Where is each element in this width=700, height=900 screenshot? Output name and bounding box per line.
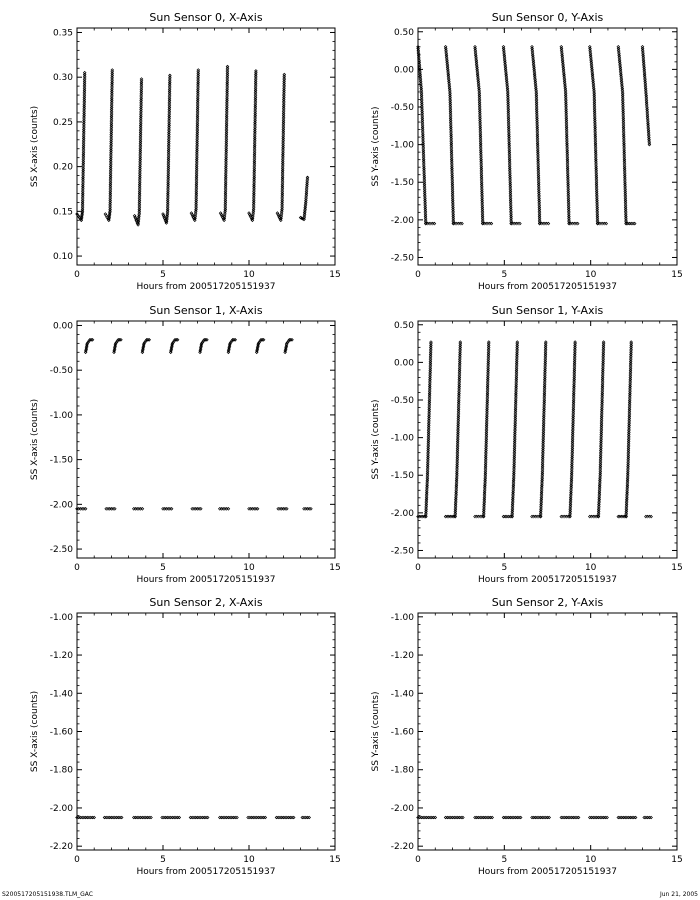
data-series-3 [162, 74, 172, 224]
y-tick-label: -0.50 [390, 396, 414, 406]
x-tick-label: 0 [415, 563, 421, 573]
x-tick-label: 10 [584, 563, 597, 573]
data-series-3 [502, 816, 522, 819]
data-series-9 [199, 339, 209, 354]
y-tick-label: 0.20 [52, 162, 73, 173]
data-series-4 [189, 816, 209, 819]
x-tick-label: 10 [243, 855, 255, 865]
data-series-3 [452, 222, 463, 225]
x-axis-label: Hours from 200517205151937 [136, 867, 276, 877]
y-tick-label: 0.30 [52, 73, 73, 84]
plot-frame [77, 321, 335, 558]
data-series-14 [277, 508, 288, 511]
y-tick-label: -1.60 [390, 727, 414, 738]
data-series-11 [569, 341, 577, 518]
x-tick-label: 5 [501, 563, 508, 573]
chart-panel-3 [371, 304, 683, 585]
data-series-7 [275, 816, 295, 819]
x-tick-label: 0 [74, 855, 80, 865]
y-tick-label: -2.20 [49, 842, 73, 853]
x-tick-label: 15 [671, 270, 683, 280]
x-tick-label: 0 [415, 270, 421, 280]
y-tick-label: 0.00 [393, 358, 414, 369]
x-axis-label: Hours from 200517205151937 [478, 867, 617, 877]
data-series-6 [248, 70, 258, 222]
data-series-7 [511, 341, 519, 518]
y-tick-label: 0.50 [393, 27, 414, 38]
data-series-5 [482, 341, 490, 518]
x-axis-label: Hours from 200517205151937 [478, 282, 617, 292]
chart-title: Sun Sensor 0, X-Axis [149, 11, 263, 24]
y-tick-label: -1.20 [390, 651, 414, 662]
y-axis-label: SS X-axis (counts) [30, 690, 40, 773]
data-series-13 [597, 341, 605, 518]
data-series-15 [625, 222, 636, 225]
data-series-1 [425, 341, 433, 518]
chart-panel-2 [30, 304, 341, 585]
x-tick-label: 5 [160, 855, 166, 865]
y-tick-label: 0.15 [52, 207, 73, 218]
x-tick-label: 0 [74, 563, 80, 573]
y-tick-label: -0.50 [390, 103, 414, 113]
data-series-13 [596, 222, 607, 225]
data-series-8 [299, 176, 309, 221]
y-tick-label: -1.00 [49, 612, 73, 623]
x-tick-label: 15 [671, 855, 683, 865]
data-series-9 [538, 222, 549, 225]
data-series-0 [76, 816, 96, 819]
data-series-10 [560, 46, 570, 225]
x-axis-label: Hours from 200517205151937 [136, 575, 276, 585]
data-series-3 [113, 339, 123, 354]
data-series-6 [502, 46, 512, 225]
y-tick-label: -2.00 [390, 508, 414, 519]
data-series-8 [531, 46, 541, 225]
data-series-10 [219, 508, 230, 511]
plot-frame [77, 28, 335, 265]
data-series-7 [510, 222, 521, 225]
data-series-5 [219, 65, 229, 221]
y-tick-label: -1.80 [49, 765, 73, 776]
footer-date: Jun 21, 2005 [659, 891, 698, 898]
x-tick-label: 5 [160, 270, 166, 280]
y-tick-label: 0.35 [52, 28, 73, 39]
y-tick-label: 0.00 [393, 65, 414, 76]
y-tick-label: -1.40 [49, 689, 73, 700]
data-series-0 [76, 508, 87, 511]
data-series-6 [589, 816, 609, 819]
y-tick-label: -2.00 [390, 803, 414, 814]
x-tick-label: 5 [160, 563, 166, 573]
data-series-16 [303, 508, 313, 511]
y-tick-label: -1.60 [49, 727, 73, 738]
y-tick-label: -2.50 [390, 546, 414, 557]
data-series-1 [104, 69, 114, 222]
chart-title: Sun Sensor 2, Y-Axis [491, 596, 604, 609]
x-axis-label: Hours from 200517205151937 [136, 282, 276, 292]
x-axis-label: Hours from 200517205151937 [478, 575, 617, 585]
data-series-8 [191, 508, 202, 511]
y-tick-label: -1.00 [390, 433, 414, 444]
y-tick-label: 0.50 [393, 320, 414, 331]
data-series-4 [531, 816, 551, 819]
data-series-16 [645, 515, 653, 518]
chart-panel-5 [371, 596, 683, 877]
data-series-4 [474, 46, 484, 225]
x-tick-label: 10 [243, 563, 255, 573]
chart-title: Sun Sensor 0, Y-Axis [491, 11, 604, 24]
x-tick-label: 15 [329, 563, 341, 573]
data-series-12 [248, 508, 259, 511]
data-series-11 [227, 339, 236, 354]
y-tick-label: -1.50 [49, 455, 73, 466]
y-tick-label: -2.20 [390, 842, 414, 853]
y-tick-label: -1.80 [390, 765, 414, 776]
x-tick-label: 15 [329, 855, 341, 865]
y-tick-label: -1.40 [390, 689, 414, 700]
y-tick-label: 0.00 [52, 321, 73, 332]
y-tick-label: -2.00 [49, 500, 73, 511]
data-series-3 [454, 341, 462, 518]
data-series-2 [133, 78, 143, 226]
plot-frame [418, 613, 677, 850]
x-tick-label: 10 [584, 270, 597, 280]
data-series-5 [219, 816, 239, 819]
y-axis-label: SS Y-axis (counts) [371, 399, 381, 480]
y-tick-label: -2.50 [390, 253, 414, 264]
y-axis-label: SS Y-axis (counts) [371, 691, 381, 772]
data-series-12 [589, 46, 599, 225]
y-tick-label: -1.00 [390, 140, 414, 151]
data-series-6 [247, 816, 267, 819]
data-series-11 [568, 222, 579, 225]
y-tick-label: -1.50 [390, 471, 414, 482]
y-tick-label: -1.00 [49, 410, 73, 421]
data-series-7 [617, 816, 637, 819]
y-tick-label: 0.10 [52, 252, 73, 263]
data-series-2 [133, 816, 153, 819]
data-series-15 [625, 341, 633, 518]
chart-panel-0 [30, 11, 341, 292]
data-series-0 [417, 816, 437, 819]
data-series-7 [169, 339, 179, 354]
data-series-14 [617, 46, 627, 225]
plot-frame [418, 28, 677, 265]
y-tick-label: -0.50 [49, 366, 73, 377]
y-tick-label: -2.00 [390, 215, 414, 226]
data-series-2 [105, 508, 116, 511]
y-tick-label: -2.00 [49, 803, 73, 814]
y-tick-label: -1.20 [49, 651, 73, 662]
x-tick-label: 15 [671, 563, 683, 573]
x-tick-label: 5 [501, 855, 508, 865]
data-series-5 [141, 339, 150, 354]
x-tick-label: 15 [329, 270, 341, 280]
y-tick-label: -2.50 [49, 545, 73, 556]
data-series-1 [425, 222, 436, 225]
chart-panel-1 [371, 11, 683, 292]
chart-panel-4 [30, 596, 341, 877]
plot-frame [77, 613, 335, 850]
chart-title: Sun Sensor 1, X-Axis [149, 304, 263, 317]
data-series-15 [284, 339, 294, 354]
footer-filename: S200517205151938.TLM_GAC [2, 891, 93, 898]
data-series-8 [643, 816, 653, 819]
data-series-5 [560, 816, 580, 819]
data-series-4 [133, 508, 144, 511]
data-series-1 [444, 816, 464, 819]
y-axis-label: SS Y-axis (counts) [371, 106, 381, 187]
y-tick-label: 0.25 [52, 117, 73, 128]
x-tick-label: 10 [584, 855, 597, 865]
data-series-2 [444, 46, 454, 225]
data-series-7 [276, 73, 286, 221]
chart-title: Sun Sensor 2, X-Axis [149, 596, 263, 609]
y-tick-label: -1.50 [390, 178, 414, 189]
data-series-3 [161, 816, 181, 819]
data-series-13 [255, 339, 265, 354]
x-tick-label: 0 [415, 855, 421, 865]
data-series-4 [190, 69, 200, 222]
y-tick-label: -1.00 [390, 612, 414, 623]
data-series-5 [481, 222, 492, 225]
data-series-16 [641, 46, 651, 146]
chart-title: Sun Sensor 1, Y-Axis [491, 304, 604, 317]
data-series-2 [474, 816, 494, 819]
y-axis-label: SS X-axis (counts) [30, 105, 40, 188]
data-series-1 [103, 816, 123, 819]
y-axis-label: SS X-axis (counts) [30, 398, 40, 481]
data-series-8 [301, 816, 311, 819]
data-series-6 [162, 508, 173, 511]
data-series-1 [84, 339, 94, 354]
x-tick-label: 5 [501, 270, 508, 280]
x-tick-label: 0 [74, 270, 80, 280]
data-series-9 [539, 341, 547, 518]
x-tick-label: 10 [243, 270, 255, 280]
